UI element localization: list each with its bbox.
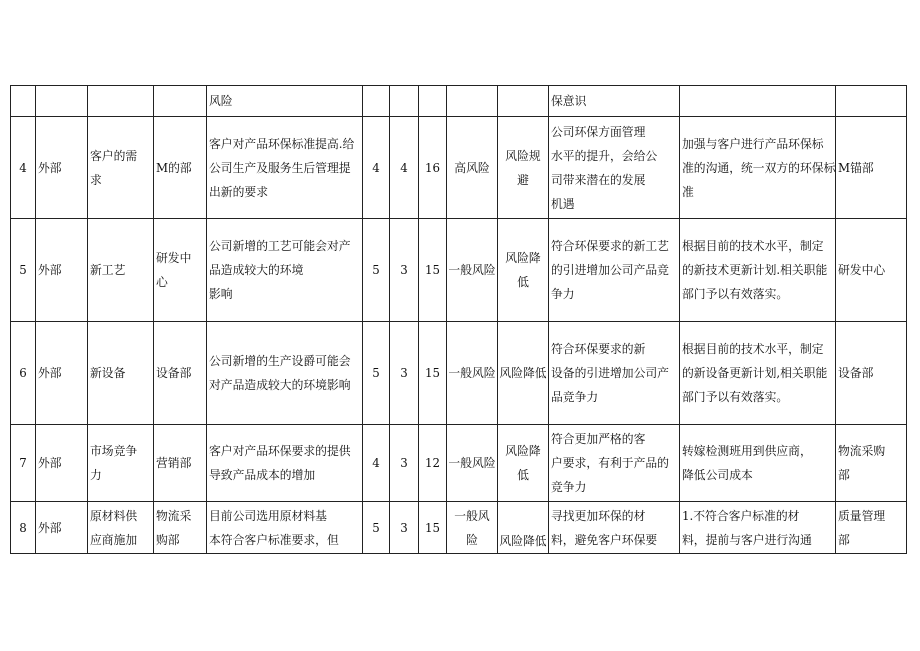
cell-no <box>11 219 36 322</box>
cell-s1 <box>363 117 390 219</box>
cell-text: 寻找更加环保的材 <box>551 508 646 523</box>
cell-level <box>447 117 498 219</box>
cell-level <box>447 502 498 554</box>
cell-text: 符合环保要求的新 <box>551 342 646 356</box>
cell-text: 应商施加 <box>90 532 138 547</box>
cell-s2 <box>390 117 419 219</box>
cell-text: 3 <box>400 263 408 277</box>
cell-level <box>447 219 498 322</box>
cell-text: 高风险 <box>454 160 490 175</box>
cell-text: 质量管理 <box>838 508 886 523</box>
cell-text: 8 <box>19 520 27 535</box>
cell-text: 15 <box>424 520 440 535</box>
cell-no <box>11 502 36 554</box>
cell-opportunity <box>549 219 680 322</box>
cell-text: 客户对产品环保标准提高.给 <box>209 136 355 151</box>
risk-register-table <box>10 85 907 554</box>
cell-text: 物流采 <box>156 508 192 523</box>
cell-factor <box>88 425 154 502</box>
cell-measures <box>680 219 836 322</box>
cell-s2 <box>390 219 419 322</box>
cell-text: 外部 <box>38 263 62 277</box>
cell-text: 风险规 <box>505 148 541 163</box>
cell-owner <box>836 322 907 425</box>
cell-s1 <box>363 322 390 425</box>
cell-s2 <box>390 502 419 554</box>
cell-text: 一般风险 <box>448 263 496 277</box>
cell-text: 客户的需 <box>90 148 138 163</box>
header-row <box>11 86 907 117</box>
cell-text: 5 <box>372 263 380 277</box>
table-row <box>11 117 907 219</box>
cell-text: 求 <box>90 172 102 187</box>
cell-text: 4 <box>372 160 380 175</box>
cell-text: 公司新增的工艺可能会对产 <box>209 239 351 253</box>
cell-text: 品竞争力 <box>551 390 599 404</box>
cell-dept <box>154 502 207 554</box>
cell-text: 公司新增的生产设爵可能会 <box>209 354 351 368</box>
cell-text: 公司生产及服务生后管理提 <box>209 160 351 175</box>
cell-text: 4 <box>19 160 27 175</box>
cell-text: 准 <box>682 184 694 199</box>
cell-level <box>447 86 498 117</box>
cell-s1 <box>363 425 390 502</box>
cell-text: 外部 <box>38 160 62 175</box>
cell-text: 3 <box>400 520 408 535</box>
cell-level <box>447 322 498 425</box>
cell-text: 4 <box>400 160 408 175</box>
cell-measures <box>680 425 836 502</box>
cell-text: 15 <box>424 263 440 277</box>
cell-text: 导致产品成本的增加 <box>209 468 316 482</box>
cell-text: 准的沟通，统一双方的环保标 <box>682 160 836 175</box>
cell-text: 符合环保要求的新工艺 <box>551 239 669 253</box>
cell-text: 风险降低 <box>499 534 547 548</box>
cell-text: 对产品造成较大的环境影响 <box>209 378 351 392</box>
cell-text: 外部 <box>38 456 62 470</box>
cell-text: 低 <box>517 275 529 289</box>
cell-measures <box>680 86 836 117</box>
cell-text: 的新设备更新计划,相关职能 <box>682 366 828 380</box>
cell-risk <box>207 86 363 117</box>
table-body <box>11 86 907 554</box>
cell-factor <box>88 219 154 322</box>
cell-s2 <box>390 86 419 117</box>
cell-score <box>419 117 447 219</box>
cell-text: M的部 <box>156 160 192 175</box>
cell-text: 5 <box>372 520 380 535</box>
cell-risk <box>207 425 363 502</box>
cell-owner <box>836 502 907 554</box>
cell-dept <box>154 219 207 322</box>
cell-text: 1.不符合客户标准的材 <box>682 508 800 523</box>
cell-text: 险 <box>466 532 478 547</box>
cell-owner <box>836 425 907 502</box>
cell-text: 司带来潜在的发展 <box>551 172 646 187</box>
cell-text: 避 <box>517 172 529 187</box>
cell-text: 的引进增加公司产品竞 <box>551 263 669 277</box>
cell-text: 出新的要求 <box>209 184 268 199</box>
cell-no <box>11 117 36 219</box>
cell-response <box>498 86 549 117</box>
cell-text: 目前公司选用原材料基 <box>209 508 327 523</box>
table-row <box>11 425 907 502</box>
cell-text: 部 <box>838 532 850 547</box>
cell-no <box>11 425 36 502</box>
cell-text: 新设备 <box>90 366 126 380</box>
cell-scope <box>36 425 88 502</box>
cell-text: 机遇 <box>551 196 575 211</box>
cell-text: 降低公司成本 <box>682 468 753 482</box>
cell-text: 影响 <box>209 287 233 301</box>
cell-score <box>419 322 447 425</box>
cell-text: 设备部 <box>156 366 192 380</box>
cell-text: 营销部 <box>156 456 192 470</box>
cell-measures <box>680 502 836 554</box>
cell-text: 一般风险 <box>448 366 496 380</box>
cell-text: 5 <box>19 263 27 277</box>
cell-owner <box>836 219 907 322</box>
cell-factor <box>88 322 154 425</box>
cell-text: 保意识 <box>551 94 587 108</box>
cell-text: 符合更加严格的客 <box>551 432 646 446</box>
cell-text: 外部 <box>38 520 62 535</box>
cell-no <box>11 322 36 425</box>
cell-response <box>498 322 549 425</box>
cell-text: 料，提前与客户进行沟通 <box>682 532 812 547</box>
cell-factor <box>88 502 154 554</box>
cell-text: 研发中 <box>156 251 192 265</box>
cell-text: 市场竞争 <box>90 444 138 458</box>
cell-level <box>447 425 498 502</box>
cell-text: 新工艺 <box>90 263 126 277</box>
cell-risk <box>207 219 363 322</box>
cell-text: 根据目前的技术水平，制定 <box>682 342 824 356</box>
cell-dept <box>154 117 207 219</box>
cell-text: 15 <box>424 366 440 380</box>
cell-response <box>498 425 549 502</box>
cell-text: 6 <box>19 366 27 380</box>
cell-text: 风险降低 <box>499 366 547 380</box>
table-row <box>11 219 907 322</box>
cell-owner <box>836 86 907 117</box>
cell-text: 品造成较大的环境 <box>209 263 304 277</box>
cell-opportunity <box>549 117 680 219</box>
cell-text: 风险 <box>209 94 233 108</box>
cell-score <box>419 502 447 554</box>
cell-text: 根据目前的技术水平，制定 <box>682 239 824 253</box>
cell-text: 购部 <box>156 532 180 547</box>
cell-text: 料，避免客户环保要 <box>551 532 658 547</box>
cell-text: 12 <box>424 456 440 470</box>
cell-s2 <box>390 322 419 425</box>
cell-scope <box>36 502 88 554</box>
cell-risk <box>207 502 363 554</box>
cell-text: 研发中心 <box>838 263 886 277</box>
cell-dept <box>154 86 207 117</box>
cell-scope <box>36 86 88 117</box>
cell-s1 <box>363 219 390 322</box>
cell-score <box>419 425 447 502</box>
cell-opportunity <box>549 86 680 117</box>
cell-text: 物流采购 <box>838 444 886 458</box>
cell-text: 水平的提升，会给公 <box>551 148 658 163</box>
cell-response <box>498 219 549 322</box>
cell-opportunity <box>549 425 680 502</box>
cell-text: 部 <box>838 468 850 482</box>
cell-scope <box>36 117 88 219</box>
cell-dept <box>154 425 207 502</box>
cell-no <box>11 86 36 117</box>
cell-text: 5 <box>372 366 380 380</box>
cell-text: 原材料供 <box>90 508 138 523</box>
cell-text: 公司环保方面管理 <box>551 124 646 139</box>
cell-risk <box>207 117 363 219</box>
cell-response <box>498 117 549 219</box>
cell-text: 7 <box>19 456 27 470</box>
cell-text: 户要求，有利于产品的 <box>551 456 669 470</box>
cell-opportunity <box>549 502 680 554</box>
cell-scope <box>36 322 88 425</box>
cell-text: 转嫁检测班用到供应商， <box>682 444 812 458</box>
cell-s1 <box>363 86 390 117</box>
table-row <box>11 322 907 425</box>
cell-text: 风险降 <box>505 251 541 265</box>
cell-owner <box>836 117 907 219</box>
cell-response <box>498 502 549 554</box>
cell-text: 部门予以有效落实。 <box>682 287 789 301</box>
cell-measures <box>680 322 836 425</box>
cell-factor <box>88 86 154 117</box>
cell-s1 <box>363 502 390 554</box>
cell-factor <box>88 117 154 219</box>
cell-text: 设备的引进增加公司产 <box>551 366 669 380</box>
cell-text: 16 <box>424 160 440 175</box>
cell-scope <box>36 219 88 322</box>
cell-text: 力 <box>90 468 102 482</box>
cell-text: 争力 <box>551 287 575 301</box>
cell-text: 风险降 <box>505 444 541 458</box>
cell-opportunity <box>549 322 680 425</box>
cell-risk <box>207 322 363 425</box>
cell-text: 外部 <box>38 366 62 380</box>
cell-text: 3 <box>400 456 408 470</box>
table-row <box>11 502 907 554</box>
cell-s2 <box>390 425 419 502</box>
cell-text: 客户对产品环保要求的提供 <box>209 444 351 458</box>
cell-text: 设备部 <box>838 366 874 380</box>
cell-text: 加强与客户进行产品环保标 <box>682 136 824 151</box>
cell-text: 低 <box>517 468 529 482</box>
cell-score <box>419 86 447 117</box>
cell-score <box>419 219 447 322</box>
cell-text: 本符合客户标准要求，但 <box>209 532 339 547</box>
cell-text: 一般风 <box>454 508 490 523</box>
cell-text: 的新技术更新计划.相关职能 <box>682 263 828 277</box>
cell-text: M锚部 <box>838 160 874 175</box>
cell-dept <box>154 322 207 425</box>
cell-text: 一般风险 <box>448 456 496 470</box>
cell-text: 部门予以有效落实。 <box>682 390 789 404</box>
cell-text: 4 <box>372 456 380 470</box>
cell-measures <box>680 117 836 219</box>
cell-text: 3 <box>400 366 408 380</box>
cell-text: 竞争力 <box>551 480 587 494</box>
cell-text: 心 <box>156 275 168 289</box>
